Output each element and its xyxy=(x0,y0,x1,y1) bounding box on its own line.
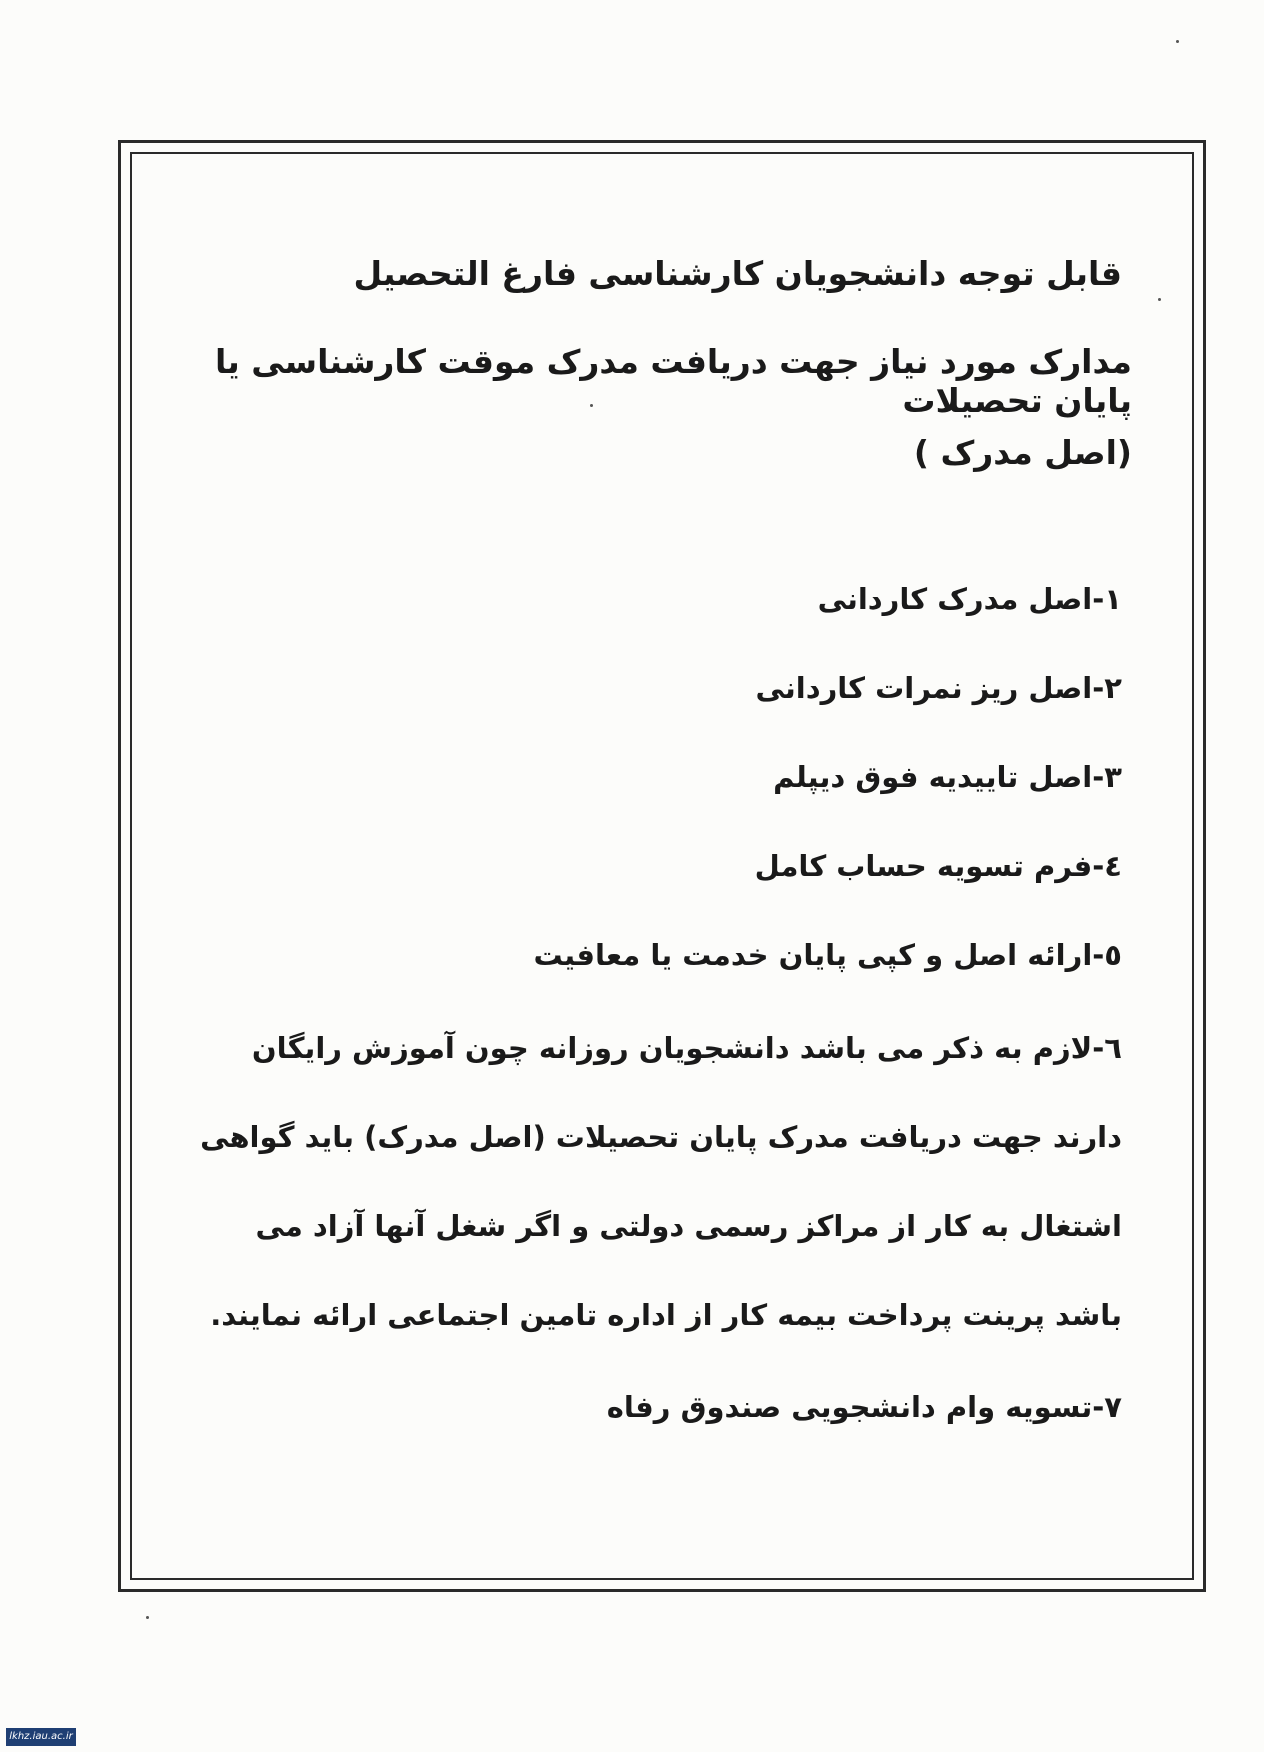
list-item: ٤-فرم تسویه حساب کامل xyxy=(754,848,1122,883)
requirements-list xyxy=(192,582,1132,1425)
original-document-note: (اصل مدرک ) xyxy=(913,432,1132,472)
list-item: ۲-اصل ریز نمرات کاردانی xyxy=(755,671,1122,706)
site-logo: lkhz.iau.ac.ir xyxy=(6,1728,76,1746)
scan-speck xyxy=(1176,40,1179,43)
list-item: ۷-تسویه وام دانشجویی صندوق رفاه xyxy=(606,1390,1122,1425)
scan-speck xyxy=(146,1616,149,1619)
list-item: ٥-ارائه اصل و کپی پایان خدمت یا معافیت xyxy=(533,937,1122,972)
list-item: ۳-اصل تاییدیه فوق دیپلم xyxy=(773,759,1122,794)
notice-heading: قابل توجه دانشجویان کارشناسی فارغ التحصیل xyxy=(353,254,1122,293)
document-border xyxy=(118,140,1206,1592)
document-body xyxy=(192,254,1132,1479)
list-item: ۱-اصل مدرک کاردانی xyxy=(817,582,1122,617)
document-inner-border xyxy=(130,152,1194,1580)
list-item: ٦-لازم به ذکر می باشد دانشجویان روزانه چون آموزش رایگان دارند جهت دریافت مدرک پایان تحصیلات (اصل مدرک) باید گواهی اشتغال به کار از مراکز رسمی دولتی و اگر شغل آنها آزاد می باشد پرینت پرداخت بیمه کار از اداره تامین اجتماعی ارائه نمایند. xyxy=(200,1031,1122,1333)
required-documents-heading: مدارک مورد نیاز جهت دریافت مدرک موقت کارشناسی یا پایان تحصیلات xyxy=(214,341,1132,421)
